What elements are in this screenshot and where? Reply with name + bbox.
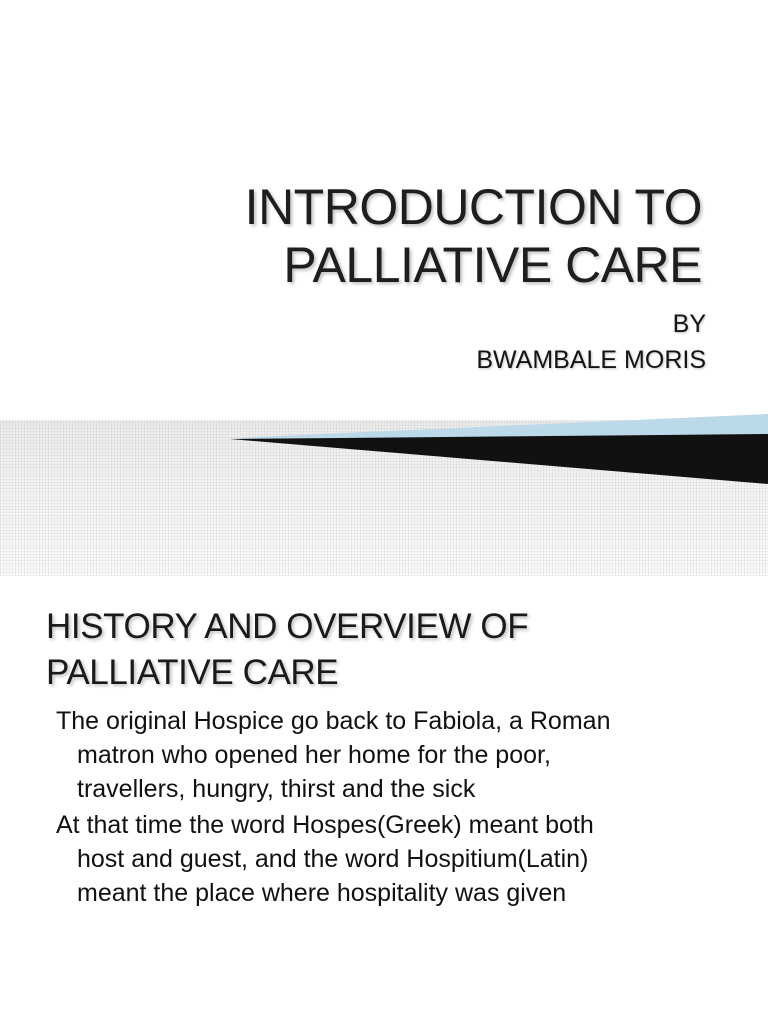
bullet-item [56,704,746,806]
content-slide [0,576,768,1024]
slide-title-line: PALLIATIVE CARE [283,237,702,293]
bullet-line: travellers, hungry, thirst and the sick [77,775,476,803]
bullet-line: matron who opened her home for the poor, [77,741,551,769]
slide-heading [46,604,726,696]
slide-heading-line: HISTORY AND OVERVIEW OF [46,607,529,646]
slide-title-line: INTRODUCTION TO [244,179,702,235]
bullet-line: At that time the word Hospes(Greek) meant both [56,811,594,839]
author-name: BWAMBALE MORIS [476,346,706,374]
bullet-line: host and guest, and the word Hospitium(Latin) [77,845,589,873]
slide-title [82,178,702,294]
swoosh-dark-band [230,434,768,484]
swoosh-decoration [0,410,768,500]
bullet-line: The original Hospice go back to Fabiola, a Roman [56,707,611,735]
slide-heading-line: PALLIATIVE CARE [46,653,339,692]
bullet-line: meant the place where hospitality was given [77,879,567,907]
bullet-list [56,704,746,910]
subtitle-by: BY [672,310,706,338]
bullet-item [56,808,746,910]
slide-subtitle [206,306,706,378]
